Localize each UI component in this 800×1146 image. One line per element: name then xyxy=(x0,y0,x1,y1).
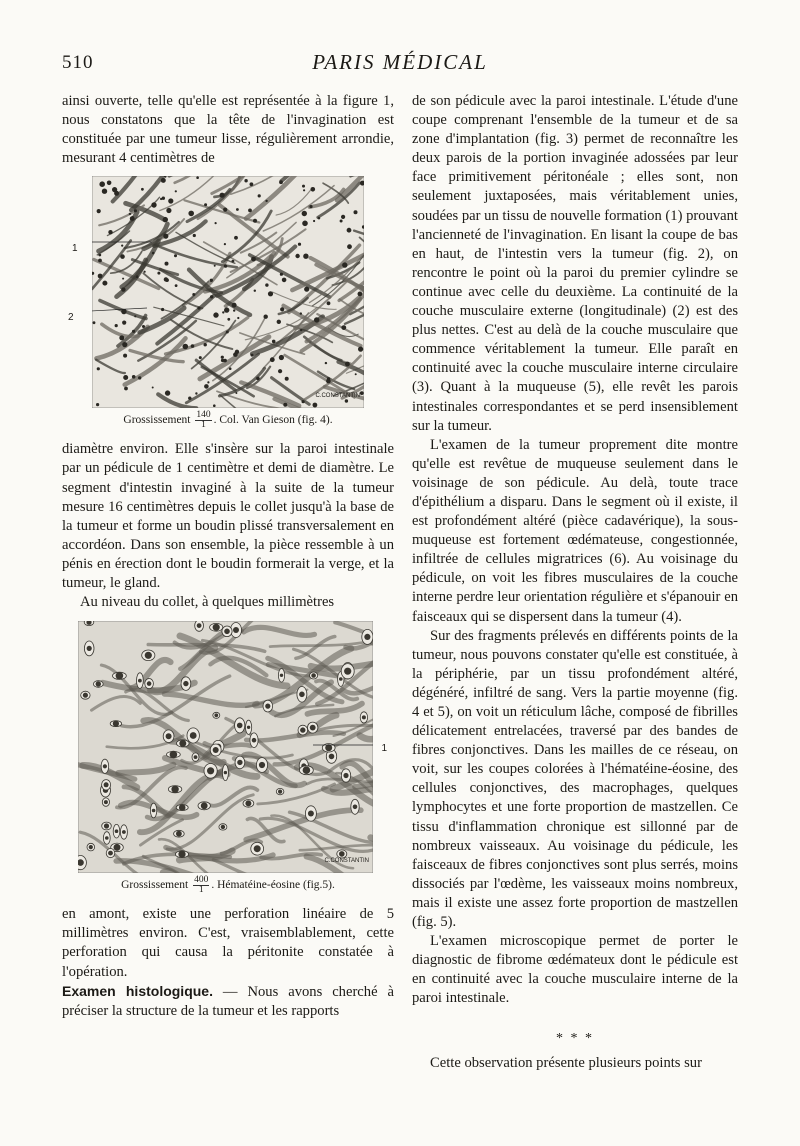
cell-nucleus xyxy=(152,387,154,389)
cell-nucleus xyxy=(326,379,331,384)
cell-nucleus xyxy=(166,208,171,213)
cell-nucleus xyxy=(164,278,168,282)
cell-nucleus xyxy=(264,315,268,319)
cell-nucleus xyxy=(227,318,230,321)
right-column xyxy=(412,92,738,1073)
cell-nucleus xyxy=(270,358,275,363)
cell-nucleus xyxy=(277,320,281,324)
cell-nucleus xyxy=(343,773,348,778)
cell-nucleus xyxy=(108,230,112,234)
cell-nucleus xyxy=(104,824,109,829)
cell-nucleus xyxy=(353,805,358,810)
cell-nucleus xyxy=(250,183,254,187)
cell-nucleus xyxy=(339,677,343,681)
cell-nucleus xyxy=(132,330,135,333)
cell-nucleus xyxy=(188,211,194,217)
cell-nucleus xyxy=(152,252,155,255)
cell-nucleus xyxy=(144,271,146,273)
cell-nucleus xyxy=(176,831,182,837)
cell-nucleus xyxy=(129,213,131,215)
cell-nucleus xyxy=(193,234,196,237)
cell-nucleus xyxy=(115,324,118,327)
cell-nucleus xyxy=(364,634,370,640)
cell-nucleus xyxy=(214,265,216,267)
cell-nucleus xyxy=(340,220,343,223)
cell-nucleus xyxy=(83,693,88,698)
cell-nucleus xyxy=(223,208,227,212)
cell-nucleus xyxy=(104,783,109,788)
cell-nucleus xyxy=(226,331,229,334)
cell-nucleus xyxy=(213,624,220,631)
cell-nucleus xyxy=(188,397,191,400)
cell-nucleus xyxy=(309,205,312,208)
left-column xyxy=(62,92,394,1021)
cell-nucleus xyxy=(197,307,200,310)
cell-nucleus xyxy=(215,222,217,224)
cell-nucleus xyxy=(114,191,119,196)
cell-nucleus xyxy=(258,195,261,198)
cell-nucleus xyxy=(213,405,216,408)
magnification-fraction xyxy=(193,876,209,895)
cell-nucleus xyxy=(329,754,335,760)
cell-nucleus xyxy=(325,362,327,364)
cell-nucleus xyxy=(229,368,232,371)
cell-nucleus xyxy=(163,217,168,222)
cell-nucleus xyxy=(347,245,352,250)
cell-nucleus xyxy=(304,287,309,292)
cell-nucleus xyxy=(221,825,225,829)
cell-nucleus xyxy=(295,254,299,258)
cell-nucleus xyxy=(303,190,305,192)
cell-nucleus xyxy=(194,755,198,759)
cell-nucleus xyxy=(191,345,195,349)
cell-nucleus xyxy=(311,187,316,192)
caption-prefix: Grossissement xyxy=(121,879,189,892)
section-text: — Nous avons cherché à préciser la structure de la tumeur et les rapports xyxy=(62,983,394,1019)
cell-nucleus xyxy=(152,809,156,813)
paragraph: ainsi ouverte, telle qu'elle est représentée à la figure 1, nous constatons que la tête de l'invagination est constituée par une tumeur lisse, régulièrement arrondie, mesurant 4 centimètres de xyxy=(62,93,394,167)
cell-nucleus xyxy=(214,714,218,718)
cell-nucleus xyxy=(355,374,357,376)
figure-label-1: 1 xyxy=(381,743,387,755)
cell-nucleus xyxy=(302,221,308,227)
cell-nucleus xyxy=(251,354,254,357)
cell-nucleus xyxy=(99,182,105,188)
cell-nucleus xyxy=(254,290,256,292)
figure-label-2: 2 xyxy=(68,312,74,324)
cell-nucleus xyxy=(259,762,265,768)
paragraph: en amont, existe une perforation linéaire de 5 millimètres environ. C'est, vraisemblablement, cette perforation qui causa la péritonite constatée à l'opération. xyxy=(62,906,394,980)
figure-4-caption xyxy=(62,411,394,430)
cell-nucleus xyxy=(171,786,178,793)
cell-nucleus xyxy=(265,284,268,287)
figure-5 xyxy=(62,621,394,895)
cell-nucleus xyxy=(345,362,350,367)
cell-nucleus xyxy=(278,369,282,373)
cell-nucleus xyxy=(93,322,96,325)
cell-nucleus xyxy=(302,211,307,216)
cell-nucleus xyxy=(151,203,156,208)
cell-nucleus xyxy=(233,627,239,633)
cell-nucleus xyxy=(232,260,235,263)
cell-nucleus xyxy=(190,732,197,739)
cell-nucleus xyxy=(299,692,305,698)
cell-nucleus xyxy=(134,316,136,318)
cell-nucleus xyxy=(196,177,199,180)
caption-suffix: . Hématéine-éosine (fig.5). xyxy=(211,879,335,892)
cell-nucleus xyxy=(234,236,238,240)
cell-nucleus xyxy=(204,384,209,389)
cell-nucleus xyxy=(121,309,126,314)
cell-nucleus xyxy=(303,767,311,775)
cell-nucleus xyxy=(195,393,197,395)
cell-nucleus xyxy=(115,830,119,834)
cell-nucleus xyxy=(147,682,152,687)
cell-nucleus xyxy=(166,733,172,739)
cell-nucleus xyxy=(175,191,177,193)
micrograph-fig4 xyxy=(92,176,364,408)
cell-nucleus xyxy=(162,197,165,200)
cell-nucleus xyxy=(279,181,283,185)
cell-nucleus xyxy=(121,245,123,247)
cell-nucleus xyxy=(98,254,101,257)
fraction-denominator: 1 xyxy=(201,420,206,431)
cell-nucleus xyxy=(280,674,283,677)
cell-nucleus xyxy=(344,668,351,675)
cell-nucleus xyxy=(116,672,124,680)
cell-nucleus xyxy=(248,209,252,213)
cell-nucleus xyxy=(210,279,213,282)
cell-nucleus xyxy=(174,255,177,258)
cell-nucleus xyxy=(201,803,208,810)
paragraph: L'examen microscopique permet de porter le diagnostic de fibrome œdémateux dont le pédicule est en continuité avec la couche musculaire interne de la paroi intestinale. xyxy=(412,933,738,1007)
cell-nucleus xyxy=(204,204,207,207)
cell-nucleus xyxy=(233,353,238,358)
cell-nucleus xyxy=(170,751,178,759)
cell-nucleus xyxy=(210,295,213,298)
cell-nucleus xyxy=(97,209,101,213)
cell-nucleus xyxy=(145,652,152,659)
cell-nucleus xyxy=(221,356,224,359)
cell-nucleus xyxy=(178,851,185,858)
cell-nucleus xyxy=(341,326,346,331)
cell-nucleus xyxy=(89,845,93,849)
cell-nucleus xyxy=(165,262,169,266)
cell-nucleus xyxy=(313,220,315,222)
cell-nucleus xyxy=(123,354,127,358)
cell-nucleus xyxy=(192,293,195,296)
figure-4 xyxy=(62,176,394,430)
cell-nucleus xyxy=(298,243,301,246)
cell-nucleus xyxy=(142,325,145,328)
cell-nucleus xyxy=(222,312,224,314)
cell-nucleus xyxy=(280,308,284,312)
paragraph: Au niveau du collet, à quelques millimètres xyxy=(80,594,335,611)
caption-suffix: . Col. Van Gieson (fig. 4). xyxy=(213,414,333,427)
cell-nucleus xyxy=(103,764,107,768)
cell-nucleus xyxy=(102,281,107,286)
cell-nucleus xyxy=(134,209,137,212)
cell-nucleus xyxy=(311,673,316,678)
cell-nucleus xyxy=(252,738,257,743)
cell-nucleus xyxy=(253,219,257,223)
cell-nucleus xyxy=(179,804,186,811)
cell-nucleus xyxy=(97,368,100,371)
cell-nucleus xyxy=(138,679,142,683)
cell-nucleus xyxy=(119,336,124,341)
cell-nucleus xyxy=(360,392,364,396)
cell-nucleus xyxy=(280,273,283,276)
cell-nucleus xyxy=(278,790,282,794)
cell-nucleus xyxy=(224,265,227,268)
cell-nucleus xyxy=(358,347,363,352)
fraction-numerator: 400 xyxy=(194,875,209,886)
cell-nucleus xyxy=(251,257,256,262)
fraction-numerator: 140 xyxy=(196,410,211,421)
cell-nucleus xyxy=(285,377,289,381)
cell-nucleus xyxy=(341,215,345,219)
paragraph: diamètre environ. Elle s'insère sur la paroi intestinale par un pédicule de 1 centimètre et demi de diamètre. Le segment d'intestin invaginé à la suite de la tumeur mesure 16 centimètres depuis le collet jusqu'à la base de la tumeur et forme un boudin plissé transversalement en accordéon. Dans son ensemble, la pièce ressemble à un pénis en érection dont le boudin formerait la verge, et la tumeur, le gland. xyxy=(62,441,394,592)
cell-nucleus xyxy=(207,382,209,384)
cell-nucleus xyxy=(104,800,108,804)
cell-nucleus xyxy=(179,740,186,747)
cell-nucleus xyxy=(283,403,287,407)
micrograph-fig5 xyxy=(78,621,373,873)
cell-nucleus xyxy=(122,278,124,280)
cell-nucleus xyxy=(107,181,112,186)
cell-nucleus xyxy=(96,682,101,687)
cell-nucleus xyxy=(224,771,227,774)
paragraph: Sur des fragments prélevés en différents points de la tumeur, nous pouvons constater qu'elle est constituée, à la périphérie, par un tissu profondément altéré, dégénéré, infiltré de sang. Vers la partie moyenne (fig. 4 et 5), on voit un réticulum lâche, composé de fibrilles délicatement entrelacées, traversé par des bandes de fibres conjonctives. Dans les mailles de ce réseau, on voit, sur les coupes colorées à l'hématéine-éosine, des cellules conjonctives, des macrophages, quelques lymphocytes et une forte proportion de mastzellen. Ce tissu d'inflammation chronique est sillonné par de nombreux vaisseaux. Au voisinage du pédicule, les faisceaux de fibres conjonctives sont plus serrés, moins dissociés par l'œdème, les vaisseaux moins nombreux, mais il existe une assez forte proportion de mastzellen (fig. 5). xyxy=(412,627,738,931)
cell-nucleus xyxy=(213,313,218,318)
cell-nucleus xyxy=(221,359,224,362)
paragraph xyxy=(62,982,394,1021)
cell-nucleus xyxy=(237,723,243,729)
magnification-fraction xyxy=(195,411,211,430)
cell-nucleus xyxy=(122,321,126,325)
cell-nucleus xyxy=(302,400,305,403)
cell-nucleus xyxy=(120,255,125,260)
cell-nucleus xyxy=(254,845,261,852)
cell-nucleus xyxy=(347,228,352,233)
cell-nucleus xyxy=(161,178,166,183)
cell-nucleus xyxy=(199,356,202,359)
cell-nucleus xyxy=(161,308,164,311)
cell-nucleus xyxy=(236,208,239,211)
cell-nucleus xyxy=(124,387,128,391)
cell-nucleus xyxy=(256,377,260,381)
cell-nucleus xyxy=(279,355,284,360)
cell-nucleus xyxy=(105,836,109,840)
cell-nucleus xyxy=(165,391,170,396)
cell-nucleus xyxy=(268,292,273,297)
cell-nucleus xyxy=(300,728,305,733)
cell-nucleus xyxy=(108,851,113,856)
cell-nucleus xyxy=(163,234,168,239)
cell-nucleus xyxy=(245,801,251,807)
cell-nucleus xyxy=(98,259,102,263)
cell-nucleus xyxy=(122,830,126,834)
cell-nucleus xyxy=(342,263,347,268)
cell-nucleus xyxy=(362,716,366,720)
paragraph: Cette observation présente plusieurs points sur xyxy=(430,1054,702,1071)
cell-nucleus xyxy=(113,721,119,727)
cell-nucleus xyxy=(213,747,219,753)
cell-nucleus xyxy=(327,302,331,306)
cell-nucleus xyxy=(141,188,144,191)
cell-nucleus xyxy=(303,254,308,259)
figure-label-1: 1 xyxy=(72,243,78,255)
paragraph: L'examen de la tumeur proprement dite montre qu'elle est revêtue de muqueuse seulement dans le voisinage de son pédicule. Au delà, toute trace d'épithélium a disparu. Dans le segment où il existe, il est profondément altéré (pièce cadavérique), la sous-muqueuse est fortement œdémateuse, congestionnée, infiltrée de cellules migratrices (6). Au voisinage du pédicule, on voit les fibres musculaires de la couche interne perdre leur orientation régulière et s'épanouir en faisceaux qui se dispersent dans la tumeur (4). xyxy=(412,436,738,625)
cell-nucleus xyxy=(96,403,99,406)
cell-nucleus xyxy=(157,272,160,275)
cell-nucleus xyxy=(224,629,230,635)
cell-nucleus xyxy=(235,392,237,394)
cell-nucleus xyxy=(308,811,314,817)
cell-nucleus xyxy=(237,760,242,765)
cell-nucleus xyxy=(197,623,202,628)
cell-nucleus xyxy=(265,704,270,709)
cell-nucleus xyxy=(265,200,267,202)
cell-nucleus xyxy=(232,303,237,308)
cell-nucleus xyxy=(123,375,128,380)
page-number: 510 xyxy=(62,52,94,73)
cell-nucleus xyxy=(114,844,121,851)
section-heading: Examen histologique. xyxy=(62,982,213,999)
cell-nucleus xyxy=(121,288,125,292)
cell-nucleus xyxy=(138,377,141,380)
cell-nucleus xyxy=(207,767,214,774)
cell-nucleus xyxy=(300,313,302,315)
cell-nucleus xyxy=(318,217,321,220)
cell-nucleus xyxy=(130,217,135,222)
cell-nucleus xyxy=(358,292,363,297)
illustrator-signature: C.CONSTANTIN xyxy=(315,393,360,400)
cell-nucleus xyxy=(233,310,235,312)
cell-nucleus xyxy=(282,278,287,283)
cell-nucleus xyxy=(244,179,247,182)
caption-prefix: Grossissement xyxy=(123,414,191,427)
cell-nucleus xyxy=(224,243,226,245)
paragraph: de son pédicule avec la paroi intestinale. L'étude d'une coupe comprenant l'ensemble de la tumeur et de sa zone d'implantation (fig. 3) permet de reconnaître les deux parois de la portion invaginée adossées par leur face primitivement péritonéale ; elles sont, non seulement juxtaposées, mais véritablement unies, soudées par un tissu de nouvelle formation (1) prouvant l'ancienneté de l'invagination. En lisant la coupe de bas en haut, de l'intestin vers la tumeur (fig. 2), on rencontre le point où la paroi du premier cylindre se continue avec celle du deuxième. La continuité de la couche musculaire externe (longitudinale) (2) est des plus nettes. C'est au delà de la couche musculaire que commence véritablement la tumeur. Elle paraît en continuité avec la couche musculaire interne circulaire (3). Quant à la muqueuse (5), elle revêt les parois intestinales correspondantes et se perd insensiblement sur la tumeur. xyxy=(412,93,738,434)
cell-nucleus xyxy=(354,211,358,215)
journal-title: PARIS MÉDICAL xyxy=(312,50,488,74)
cell-nucleus xyxy=(224,308,229,313)
cell-nucleus xyxy=(183,344,189,350)
cell-nucleus xyxy=(204,343,207,346)
cell-nucleus xyxy=(272,340,276,344)
cell-nucleus xyxy=(314,318,319,323)
cell-nucleus xyxy=(102,189,107,194)
cell-nucleus xyxy=(98,274,103,279)
cell-nucleus xyxy=(175,285,178,288)
cell-nucleus xyxy=(136,276,139,279)
cell-nucleus xyxy=(300,329,302,331)
cell-nucleus xyxy=(302,185,305,188)
cell-nucleus xyxy=(247,726,250,729)
cell-nucleus xyxy=(237,317,239,319)
cell-nucleus xyxy=(168,199,173,204)
cell-nucleus xyxy=(310,725,316,731)
cell-nucleus xyxy=(122,342,127,347)
cell-nucleus xyxy=(87,646,92,651)
figure-5-caption xyxy=(62,876,394,895)
cell-nucleus xyxy=(183,681,188,686)
illustrator-signature: C.CONSTANTIN xyxy=(324,858,369,865)
cell-nucleus xyxy=(132,375,136,379)
cell-nucleus xyxy=(220,193,225,198)
fraction-denominator: 1 xyxy=(198,885,204,896)
section-separator: * * * xyxy=(556,1030,594,1046)
